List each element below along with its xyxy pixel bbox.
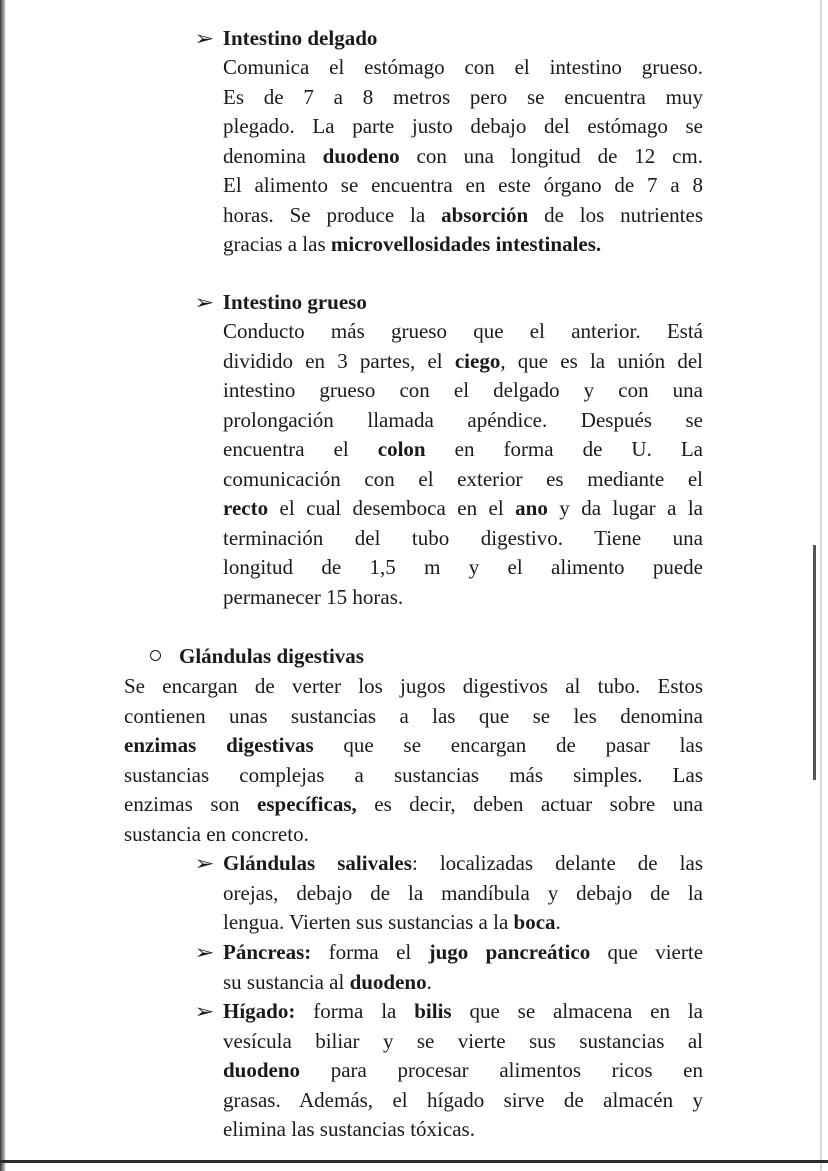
text-segment: dividido en 3 partes, el <box>223 348 455 373</box>
text-segment: Conducto más grueso que el anterior. Está <box>223 319 703 343</box>
heading-text: Glándulas digestivas <box>179 644 364 668</box>
bold-term: jugo pancreático <box>428 940 591 964</box>
text-line <box>223 406 703 436</box>
bold-term: duodeno <box>322 143 400 168</box>
arrow-bullet-icon: ➢ <box>194 28 215 50</box>
heading-glandulas-digestivas <box>150 644 364 668</box>
text-line <box>223 849 703 879</box>
text-line <box>223 938 703 968</box>
text-line <box>223 1056 703 1086</box>
paragraph-higado <box>223 997 703 1145</box>
text-line <box>223 53 703 83</box>
bullet-pancreas <box>196 940 223 965</box>
bullet-higado <box>196 999 223 1024</box>
text-segment: denomina <box>223 143 323 168</box>
text-segment: comunicación con el exterior es mediante el <box>223 466 703 491</box>
text-line <box>223 201 703 231</box>
paragraph-intestino-delgado <box>223 53 703 260</box>
text-segment: terminación del tubo digestivo. Tiene una <box>223 525 703 550</box>
text-line <box>223 376 703 406</box>
text-segment: El alimento se encuentra en este órgano de 7 a 8 <box>223 173 703 197</box>
bold-term: absorción <box>441 202 529 227</box>
paragraph-glandulas-digestivas <box>124 672 703 849</box>
page-edge-right <box>820 0 822 1171</box>
text-line <box>223 494 703 524</box>
bold-term: microvellosidades intestinales. <box>330 232 602 256</box>
paragraph-pancreas <box>223 938 703 997</box>
text-line <box>223 553 703 583</box>
text-segment: para procesar alimentos ricos en <box>300 1058 703 1082</box>
text-line <box>223 997 703 1027</box>
arrow-bullet-icon: ➢ <box>194 1001 215 1023</box>
text-line <box>223 317 703 347</box>
text-segment: y da lugar a la <box>547 496 703 520</box>
text-segment: que se encargan de pasar las <box>313 733 704 757</box>
text-segment: sustancias complejas a sustancias más simples. Las <box>124 762 703 787</box>
text-segment: Es de 7 a 8 metros pero se encuentra muy <box>223 84 703 109</box>
text-line <box>223 1027 703 1057</box>
text-line <box>223 1086 703 1116</box>
bold-term: ano <box>515 496 548 520</box>
text-segment: forma la <box>295 999 415 1023</box>
arrow-bullet-icon: ➢ <box>194 292 215 314</box>
text-segment: grasas. Además, el hígado sirve de almacén y <box>223 1087 703 1112</box>
text-segment: de los nutrientes <box>528 202 703 227</box>
text-line <box>124 820 703 850</box>
paragraph-glandulas-salivales <box>223 849 703 938</box>
arrow-bullet-icon: ➢ <box>194 853 215 875</box>
text-segment: permanecer 15 horas. <box>223 584 404 609</box>
text-segment: , que es la unión del <box>500 348 703 373</box>
bold-term: duodeno <box>349 969 427 994</box>
text-segment: . <box>426 969 432 994</box>
text-segment: plegado. La parte justo debajo del estómago se <box>223 114 703 138</box>
text-segment: Comunica el estómago con el intestino grueso. <box>223 55 703 79</box>
text-segment: es decir, deben actuar sobre una <box>356 792 703 816</box>
text-line <box>124 790 703 820</box>
text-line <box>223 112 703 142</box>
text-line <box>223 142 703 172</box>
text-segment: con una longitud de 12 cm. <box>399 143 704 168</box>
heading-intestino-grueso <box>196 290 367 315</box>
text-line <box>124 761 703 791</box>
text-segment: el cual desemboca en el <box>268 496 516 520</box>
bold-term: bilis <box>414 999 452 1023</box>
text-segment: lengua. Vierten sus sustancias a la <box>223 910 514 934</box>
bold-term: colon <box>377 437 426 461</box>
bullet-glandulas-salivales <box>196 851 223 876</box>
text-line <box>124 731 703 761</box>
text-line <box>223 879 703 909</box>
circle-bullet-icon <box>150 650 161 661</box>
text-line <box>223 524 703 554</box>
heading-text: Intestino grueso <box>222 290 367 314</box>
bold-term: boca <box>513 910 556 934</box>
bold-term: ciego <box>454 348 501 373</box>
text-segment: elimina las sustancias tóxicas. <box>223 1117 475 1141</box>
text-segment: su sustancia al <box>223 969 350 994</box>
text-line <box>223 230 703 260</box>
text-segment: que vierte <box>590 940 704 964</box>
bold-term: duodeno <box>223 1058 301 1082</box>
text-segment: longitud de 1,5 m y el alimento puede <box>223 555 703 579</box>
bold-term: Hígado: <box>223 999 296 1023</box>
text-line <box>124 672 703 702</box>
text-segment: en forma de U. La <box>425 437 703 461</box>
page-edge-left <box>0 0 6 1171</box>
text-line <box>223 347 703 377</box>
text-segment: orejas, debajo de la mandíbula y debajo de la <box>223 880 703 905</box>
text-line <box>223 435 703 465</box>
text-segment: sustancia en concreto. <box>124 821 309 846</box>
text-line <box>223 171 703 201</box>
scan-margin-mark <box>813 545 816 780</box>
text-segment: que se almacena en la <box>451 999 703 1023</box>
text-line <box>223 1115 703 1145</box>
bold-term: recto <box>223 496 269 520</box>
heading-text: Intestino delgado <box>222 26 378 50</box>
bold-term: Páncreas: <box>223 940 312 964</box>
page-edge-bottom <box>0 1160 828 1163</box>
arrow-bullet-icon: ➢ <box>194 942 215 964</box>
text-line <box>223 465 703 495</box>
text-line <box>223 583 703 613</box>
text-line <box>223 908 703 938</box>
text-segment: prolongación llamada apéndice. Después se <box>223 407 703 432</box>
bold-term: enzimas digestivas <box>124 733 314 757</box>
text-segment: intestino grueso con el delgado y con una <box>223 378 703 402</box>
text-segment: contienen unas sustancias a las que se les denomina <box>124 703 703 728</box>
text-segment: horas. Se produce la <box>223 202 442 227</box>
text-segment: gracias a las <box>223 232 331 256</box>
bold-term: Glándulas salivales <box>223 851 412 875</box>
paragraph-intestino-grueso <box>223 317 703 612</box>
text-segment: Se encargan de verter los jugos digestivos al tubo. Estos <box>124 674 703 698</box>
text-line <box>223 968 703 998</box>
text-segment: : localizadas delante de las <box>411 851 703 875</box>
text-line <box>124 702 703 732</box>
text-segment: forma el <box>311 940 429 964</box>
text-line <box>223 83 703 113</box>
text-segment: vesícula biliar y se vierte sus sustancias al <box>223 1028 703 1053</box>
bold-term: específicas, <box>257 792 357 816</box>
text-segment: . <box>555 910 561 934</box>
text-segment: enzimas son <box>124 792 258 816</box>
heading-intestino-delgado <box>196 26 377 51</box>
text-segment: encuentra el <box>223 437 378 461</box>
